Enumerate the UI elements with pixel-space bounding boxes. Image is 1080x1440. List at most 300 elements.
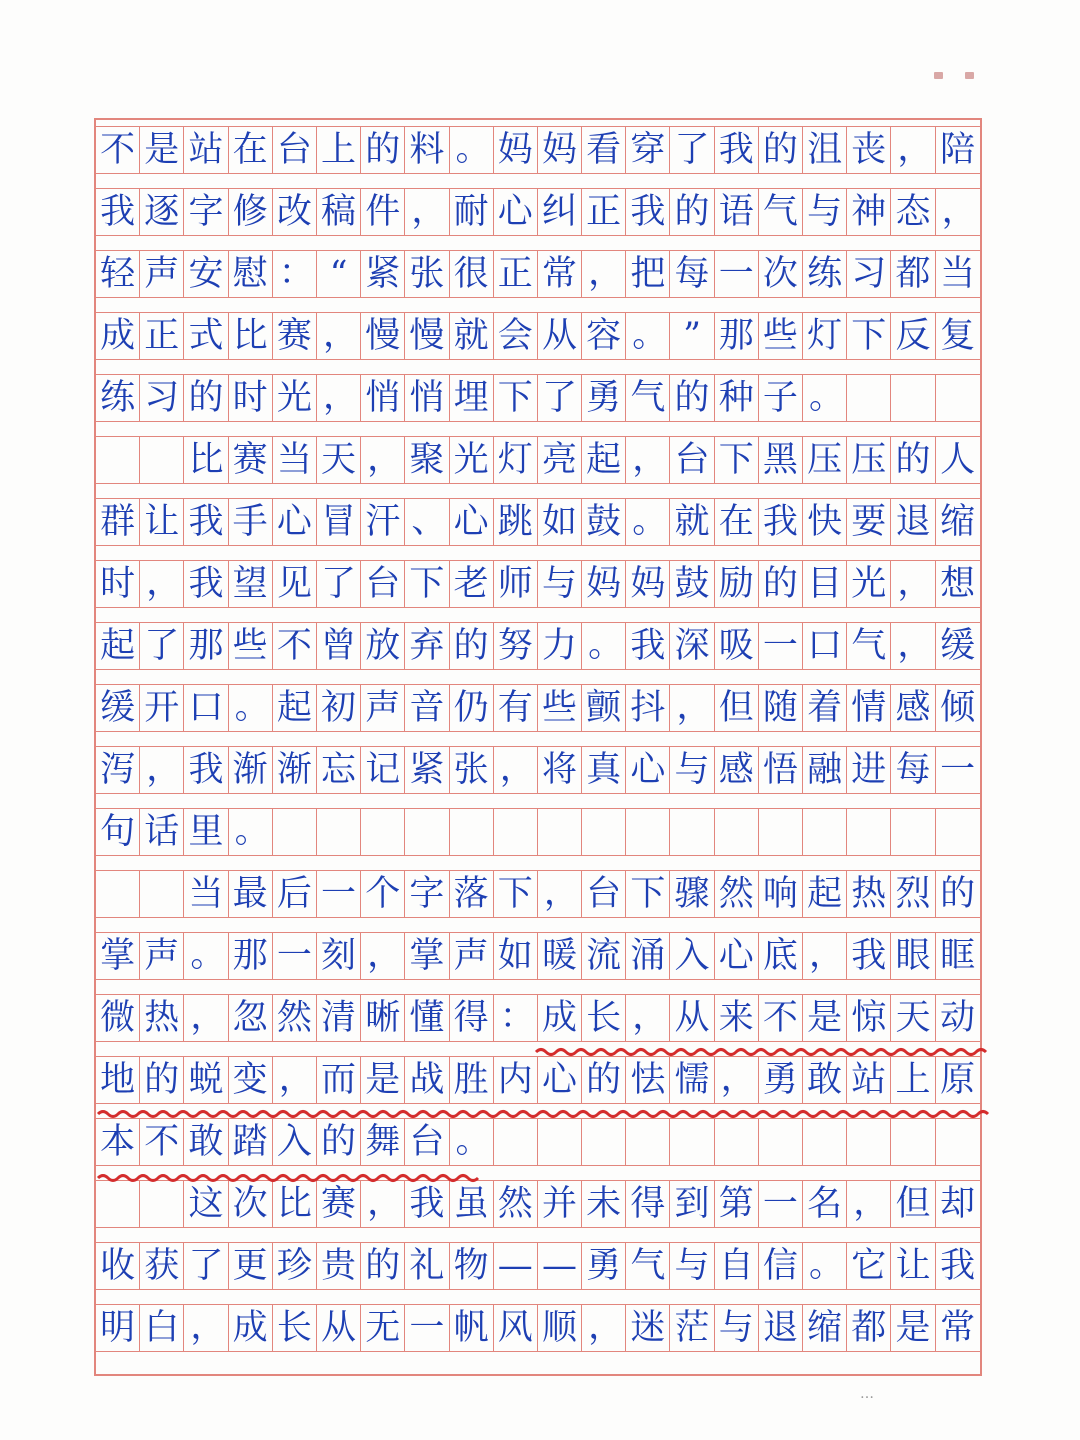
grid-cell: 站 <box>847 1057 891 1103</box>
grid-cell: — <box>538 1243 582 1289</box>
grid-cell: 是 <box>891 1305 935 1351</box>
grid-cell: 声 <box>361 685 405 731</box>
grid-cell <box>96 871 140 917</box>
grid-cell: 将 <box>538 747 582 793</box>
grid-cell: 正 <box>582 189 626 235</box>
grid-cell <box>96 437 140 483</box>
grid-cell: ： <box>494 995 538 1041</box>
grid-cell: 张 <box>405 251 449 297</box>
grid-cell: 声 <box>140 933 184 979</box>
grid-cell: 懂 <box>405 995 449 1041</box>
grid-cell: 件 <box>361 189 405 235</box>
grid-cell: 有 <box>494 685 538 731</box>
grid-cell: 第 <box>715 1181 759 1227</box>
grid-cell: 慰 <box>229 251 273 297</box>
grid-cell: 让 <box>140 499 184 545</box>
grid-row <box>96 250 980 298</box>
grid-cell <box>140 1181 184 1227</box>
grid-cell: 要 <box>847 499 891 545</box>
grid-cell: ， <box>626 995 670 1041</box>
grid-cell: ， <box>891 127 935 173</box>
grid-cell: 让 <box>891 1243 935 1289</box>
grid-cell: 练 <box>96 375 140 421</box>
grid-cell: 压 <box>803 437 847 483</box>
grid-cell: 上 <box>317 127 361 173</box>
grid-cell: 逐 <box>140 189 184 235</box>
grid-cell: 记 <box>361 747 405 793</box>
grid-cell: 地 <box>96 1057 140 1103</box>
grid-cell: 时 <box>229 375 273 421</box>
grid-cell: 一 <box>759 1181 803 1227</box>
grid-cell: 妈 <box>626 561 670 607</box>
grid-cell: 张 <box>450 747 494 793</box>
grid-cell: 气 <box>759 189 803 235</box>
grid-cell: “ <box>317 251 361 297</box>
grid-cell: ， <box>494 747 538 793</box>
grid-cell: 最 <box>229 871 273 917</box>
grid-cell: 战 <box>405 1057 449 1103</box>
grid-row <box>96 560 980 608</box>
grid-cell: 无 <box>361 1305 405 1351</box>
grid-cell: 倾 <box>940 687 976 728</box>
grid-cell <box>96 1181 140 1227</box>
grid-cell: ， <box>361 437 405 483</box>
grid-cell: 茫 <box>670 1305 714 1351</box>
page-marker-dot <box>934 72 943 79</box>
page-marker <box>934 72 974 79</box>
grid-row <box>96 312 980 360</box>
grid-cell: 我 <box>626 189 670 235</box>
page-marker-dot <box>965 72 974 79</box>
grid-cell: 风 <box>494 1305 538 1351</box>
grid-cell: 台 <box>670 437 714 483</box>
grid-cell: 未 <box>582 1181 626 1227</box>
grid-cell <box>670 1119 714 1165</box>
grid-cell: 渐 <box>229 747 273 793</box>
grid-cell <box>405 809 449 855</box>
grid-cell <box>891 375 935 421</box>
grid-cell: 些 <box>538 685 582 731</box>
grid-cell: 虽 <box>450 1181 494 1227</box>
grid-cell: 眼 <box>891 933 935 979</box>
grid-cell: 的 <box>670 189 714 235</box>
grid-cell: 起 <box>803 871 847 917</box>
grid-cell: ， <box>891 623 935 669</box>
grid-cell: 的 <box>940 873 976 914</box>
grid-cell: 修 <box>229 189 273 235</box>
grid-cell <box>626 1119 670 1165</box>
grid-cell <box>847 375 891 421</box>
grid-cell: 上 <box>891 1057 935 1103</box>
grid-cell <box>715 1119 759 1165</box>
grid-cell: 天 <box>317 437 361 483</box>
grid-cell: 它 <box>847 1243 891 1289</box>
grid-cell <box>538 809 582 855</box>
grid-cell: 当 <box>273 437 317 483</box>
grid-cell: 常 <box>940 1307 976 1348</box>
grid-cell: 忘 <box>317 747 361 793</box>
grid-cell: ， <box>803 933 847 979</box>
grid-cell: 勇 <box>759 1057 803 1103</box>
grid-row <box>96 436 980 484</box>
grid-cell: ， <box>140 561 184 607</box>
grid-cell: ， <box>941 191 977 231</box>
grid-cell <box>273 809 317 855</box>
grid-cell: 来 <box>715 995 759 1041</box>
grid-cell: 。 <box>803 375 847 421</box>
grid-cell <box>847 1119 891 1165</box>
grid-cell: 人 <box>940 439 976 480</box>
grid-cell: 入 <box>670 933 714 979</box>
grid-cell: ， <box>582 1305 626 1351</box>
grid-cell: 鼓 <box>582 499 626 545</box>
grid-cell: 从 <box>317 1305 361 1351</box>
grid-cell <box>715 809 759 855</box>
grid-cell: 而 <box>317 1057 361 1103</box>
grid-cell: 的 <box>361 1243 405 1289</box>
grid-cell: 勇 <box>582 375 626 421</box>
grid-cell: 赛 <box>273 313 317 359</box>
grid-cell: 一 <box>715 251 759 297</box>
grid-cell: 个 <box>361 871 405 917</box>
grid-cell: 然 <box>273 995 317 1041</box>
grid-cell: 些 <box>759 313 803 359</box>
grid-cell: 如 <box>494 933 538 979</box>
grid-cell: 敢 <box>184 1119 228 1165</box>
grid-cell <box>140 871 184 917</box>
grid-cell: ， <box>538 871 582 917</box>
grid-cell: 想 <box>940 563 976 604</box>
grid-cell: 变 <box>229 1057 273 1103</box>
grid-cell: 得 <box>626 1181 670 1227</box>
grid-cell: ， <box>361 1181 405 1227</box>
grid-cell: ， <box>670 685 714 731</box>
grid-cell: 白 <box>140 1305 184 1351</box>
grid-cell: 很 <box>450 251 494 297</box>
grid-cell: 收 <box>96 1243 140 1289</box>
grid-cell: 的 <box>184 375 228 421</box>
grid-cell: 长 <box>582 995 626 1041</box>
grid-cell: 骤 <box>670 871 714 917</box>
grid-cell: 是 <box>361 1057 405 1103</box>
grid-cell: 比 <box>229 313 273 359</box>
grid-cell: 悄 <box>361 375 405 421</box>
grid-cell: 掌 <box>405 933 449 979</box>
grid-cell: 清 <box>317 995 361 1041</box>
grid-cell: 穿 <box>626 127 670 173</box>
grid-cell: 神 <box>847 189 891 235</box>
grid-cell: 下 <box>494 871 538 917</box>
grid-cell: 信 <box>759 1243 803 1289</box>
grid-cell <box>936 809 980 855</box>
grid-cell: 每 <box>670 251 714 297</box>
grid-cell: 物 <box>450 1243 494 1289</box>
grid-cell: ” <box>670 313 714 359</box>
grid-cell: 更 <box>229 1243 273 1289</box>
grid-cell: 气 <box>626 1243 670 1289</box>
grid-cell: 比 <box>184 437 228 483</box>
grid-cell: 下 <box>405 561 449 607</box>
grid-cell: 下 <box>715 437 759 483</box>
grid-cell: ， <box>317 375 361 421</box>
grid-cell: 缩 <box>940 501 976 542</box>
grid-cell: 埋 <box>450 375 494 421</box>
grid-cell: 心 <box>715 933 759 979</box>
grid-cell: 亮 <box>538 437 582 483</box>
grid-cell: 缓 <box>96 685 140 731</box>
grid-cell: 不 <box>96 127 140 173</box>
grid-cell: 。 <box>626 313 670 359</box>
grid-cell: 真 <box>582 747 626 793</box>
grid-cell: 不 <box>140 1119 184 1165</box>
grid-cell: 我 <box>184 561 228 607</box>
grid-cell: 。 <box>626 499 670 545</box>
grid-cell: 成 <box>229 1305 273 1351</box>
grid-cell: ， <box>361 933 405 979</box>
grid-cell: 动 <box>940 997 976 1038</box>
grid-cell: 句 <box>96 809 140 855</box>
grid-cell: 成 <box>96 313 140 359</box>
grid-cell: 抖 <box>626 685 670 731</box>
grid-cell: 明 <box>96 1305 140 1351</box>
grid-row <box>96 994 980 1042</box>
grid-cell: 常 <box>538 251 582 297</box>
grid-cell: 习 <box>847 251 891 297</box>
grid-cell: 着 <box>803 685 847 731</box>
grid-cell: 从 <box>670 995 714 1041</box>
grid-cell: 慢 <box>361 313 405 359</box>
grid-cell <box>626 809 670 855</box>
grid-cell <box>936 375 980 421</box>
grid-cell: 暖 <box>538 933 582 979</box>
grid-cell: 灯 <box>803 313 847 359</box>
grid-cell <box>803 809 847 855</box>
grid-cell: ， <box>273 1057 317 1103</box>
grid-cell: 是 <box>140 127 184 173</box>
grid-cell: 的 <box>759 127 803 173</box>
grid-cell: 但 <box>715 685 759 731</box>
grid-cell: 蜕 <box>184 1057 228 1103</box>
grid-cell: 渐 <box>273 747 317 793</box>
grid-cell: 料 <box>405 127 449 173</box>
grid-cell: 微 <box>96 995 140 1041</box>
grid-cell: 光 <box>273 375 317 421</box>
grid-cell: 感 <box>891 685 935 731</box>
grid-cell: 泻 <box>96 747 140 793</box>
grid-cell: 手 <box>229 499 273 545</box>
grid-cell: 一 <box>317 871 361 917</box>
grid-cell: 然 <box>715 871 759 917</box>
grid-cell <box>140 437 184 483</box>
grid-cell: 老 <box>450 561 494 607</box>
grid-cell: ， <box>847 1181 891 1227</box>
grid-cell: 练 <box>803 251 847 297</box>
grid-cell: 的 <box>582 1057 626 1103</box>
grid-cell: 改 <box>273 189 317 235</box>
grid-cell: 我 <box>184 499 228 545</box>
grid-cell: 得 <box>450 995 494 1041</box>
grid-cell: 时 <box>96 561 140 607</box>
grid-cell <box>891 1119 935 1165</box>
grid-cell: 心 <box>450 499 494 545</box>
grid-cell: 不 <box>273 623 317 669</box>
grid-cell <box>891 809 935 855</box>
grid-cell: 稿 <box>317 189 361 235</box>
grid-cell: 与 <box>538 561 582 607</box>
grid-cell: 鼓 <box>670 561 714 607</box>
grid-cell: 。 <box>803 1243 847 1289</box>
grid-cell: 与 <box>670 747 714 793</box>
grid-cell: ： <box>273 251 317 297</box>
grid-cell: 次 <box>229 1181 273 1227</box>
grid-cell: 眶 <box>940 935 976 976</box>
grid-cell: 口 <box>184 685 228 731</box>
grid-cell: 底 <box>759 933 803 979</box>
grid-cell: 冒 <box>317 499 361 545</box>
grid-cell: 获 <box>140 1243 184 1289</box>
grid-cell: 不 <box>759 995 803 1041</box>
grid-cell: 复 <box>940 315 976 356</box>
grid-cell: 每 <box>891 747 935 793</box>
grid-cell: 在 <box>229 127 273 173</box>
grid-cell: 语 <box>715 189 759 235</box>
grid-cell: 起 <box>273 685 317 731</box>
grid-cell: 心 <box>273 499 317 545</box>
grid-row <box>96 746 980 794</box>
grid-row <box>96 374 980 422</box>
grid-cell: 。 <box>450 1119 494 1165</box>
grid-cell: 气 <box>847 623 891 669</box>
grid-cell: 礼 <box>405 1243 449 1289</box>
grid-cell: 容 <box>582 313 626 359</box>
grid-cell <box>494 809 538 855</box>
grid-cell: 努 <box>494 623 538 669</box>
grid-row <box>96 808 980 856</box>
grid-cell: ， <box>184 995 228 1041</box>
grid-cell: 与 <box>803 189 847 235</box>
grid-cell: ， <box>582 251 626 297</box>
grid-cell: 从 <box>538 313 582 359</box>
grid-cell: 一 <box>405 1305 449 1351</box>
grid-cell: 涌 <box>626 933 670 979</box>
grid-cell: 刻 <box>317 933 361 979</box>
grid-cell: 快 <box>803 499 847 545</box>
grid-cell: 种 <box>715 375 759 421</box>
grid-cell: 里 <box>184 809 228 855</box>
grid-cell: 音 <box>405 685 449 731</box>
grid-cell: 光 <box>847 561 891 607</box>
grid-cell: 踏 <box>229 1119 273 1165</box>
grid-cell: 黑 <box>759 437 803 483</box>
grid-cell: 心 <box>538 1057 582 1103</box>
grid-cell: 名 <box>803 1181 847 1227</box>
grid-cell: ， <box>715 1057 759 1103</box>
grid-cell: 的 <box>670 375 714 421</box>
grid-cell: 。 <box>229 809 273 855</box>
grid-cell: 热 <box>847 871 891 917</box>
grid-cell: 了 <box>538 375 582 421</box>
grid-cell: 成 <box>538 995 582 1041</box>
manuscript-grid-sheet <box>94 118 982 1376</box>
grid-cell: 反 <box>891 313 935 359</box>
grid-cell: 些 <box>229 623 273 669</box>
grid-cell: 当 <box>184 871 228 917</box>
grid-cell: 晰 <box>361 995 405 1041</box>
grid-cell <box>538 1119 582 1165</box>
grid-cell: 纠 <box>538 189 582 235</box>
grid-cell: 在 <box>715 499 759 545</box>
grid-cell: 我 <box>940 1245 976 1286</box>
grid-cell: 一 <box>940 749 976 790</box>
grid-cell: 。 <box>184 933 228 979</box>
grid-cell: 并 <box>538 1181 582 1227</box>
grid-cell <box>670 809 714 855</box>
grid-cell: 热 <box>140 995 184 1041</box>
grid-cell: 我 <box>715 127 759 173</box>
grid-cell: 那 <box>229 933 273 979</box>
grid-cell: 惊 <box>847 995 891 1041</box>
grid-cell: 目 <box>803 561 847 607</box>
grid-cell: 缩 <box>803 1305 847 1351</box>
grid-cell: 起 <box>582 437 626 483</box>
grid-cell: 与 <box>670 1243 714 1289</box>
grid-cell: 初 <box>317 685 361 731</box>
grid-cell <box>317 809 361 855</box>
grid-cell: 颤 <box>582 685 626 731</box>
grid-cell: 珍 <box>273 1243 317 1289</box>
grid-cell: 了 <box>670 127 714 173</box>
grid-cell <box>450 809 494 855</box>
grid-row <box>96 1242 980 1290</box>
grid-cell: 态 <box>891 189 935 235</box>
grid-cell: 深 <box>670 623 714 669</box>
grid-cell: 到 <box>670 1181 714 1227</box>
grid-cell: 声 <box>140 251 184 297</box>
grid-cell: 敢 <box>803 1057 847 1103</box>
grid-cell: 融 <box>803 747 847 793</box>
grid-cell: ， <box>405 189 449 235</box>
grid-cell: 我 <box>626 623 670 669</box>
grid-cell: 自 <box>715 1243 759 1289</box>
grid-cell: 了 <box>184 1243 228 1289</box>
grid-cell: 压 <box>847 437 891 483</box>
grid-cell: 那 <box>715 313 759 359</box>
grid-cell: 吸 <box>715 623 759 669</box>
grid-cell <box>582 1119 626 1165</box>
grid-cell: 慢 <box>405 313 449 359</box>
grid-cell: 正 <box>494 251 538 297</box>
grid-cell: 跳 <box>494 499 538 545</box>
grid-cell: 起 <box>96 623 140 669</box>
grid-cell: 当 <box>940 253 976 294</box>
grid-cell: 汗 <box>361 499 405 545</box>
grid-cell: 丧 <box>847 127 891 173</box>
grid-cell <box>759 1119 803 1165</box>
grid-cell: ， <box>317 313 361 359</box>
grid-cell: 都 <box>847 1305 891 1351</box>
grid-cell <box>582 809 626 855</box>
grid-cell: 下 <box>847 313 891 359</box>
grid-cell: 式 <box>184 313 228 359</box>
grid-cell: 习 <box>140 375 184 421</box>
grid-cell: 曾 <box>317 623 361 669</box>
grid-cell: 贵 <box>317 1243 361 1289</box>
grid-row <box>96 684 980 732</box>
grid-cell <box>803 1119 847 1165</box>
grid-row <box>96 188 980 236</box>
grid-cell <box>494 1119 538 1165</box>
grid-cell: 的 <box>361 127 405 173</box>
